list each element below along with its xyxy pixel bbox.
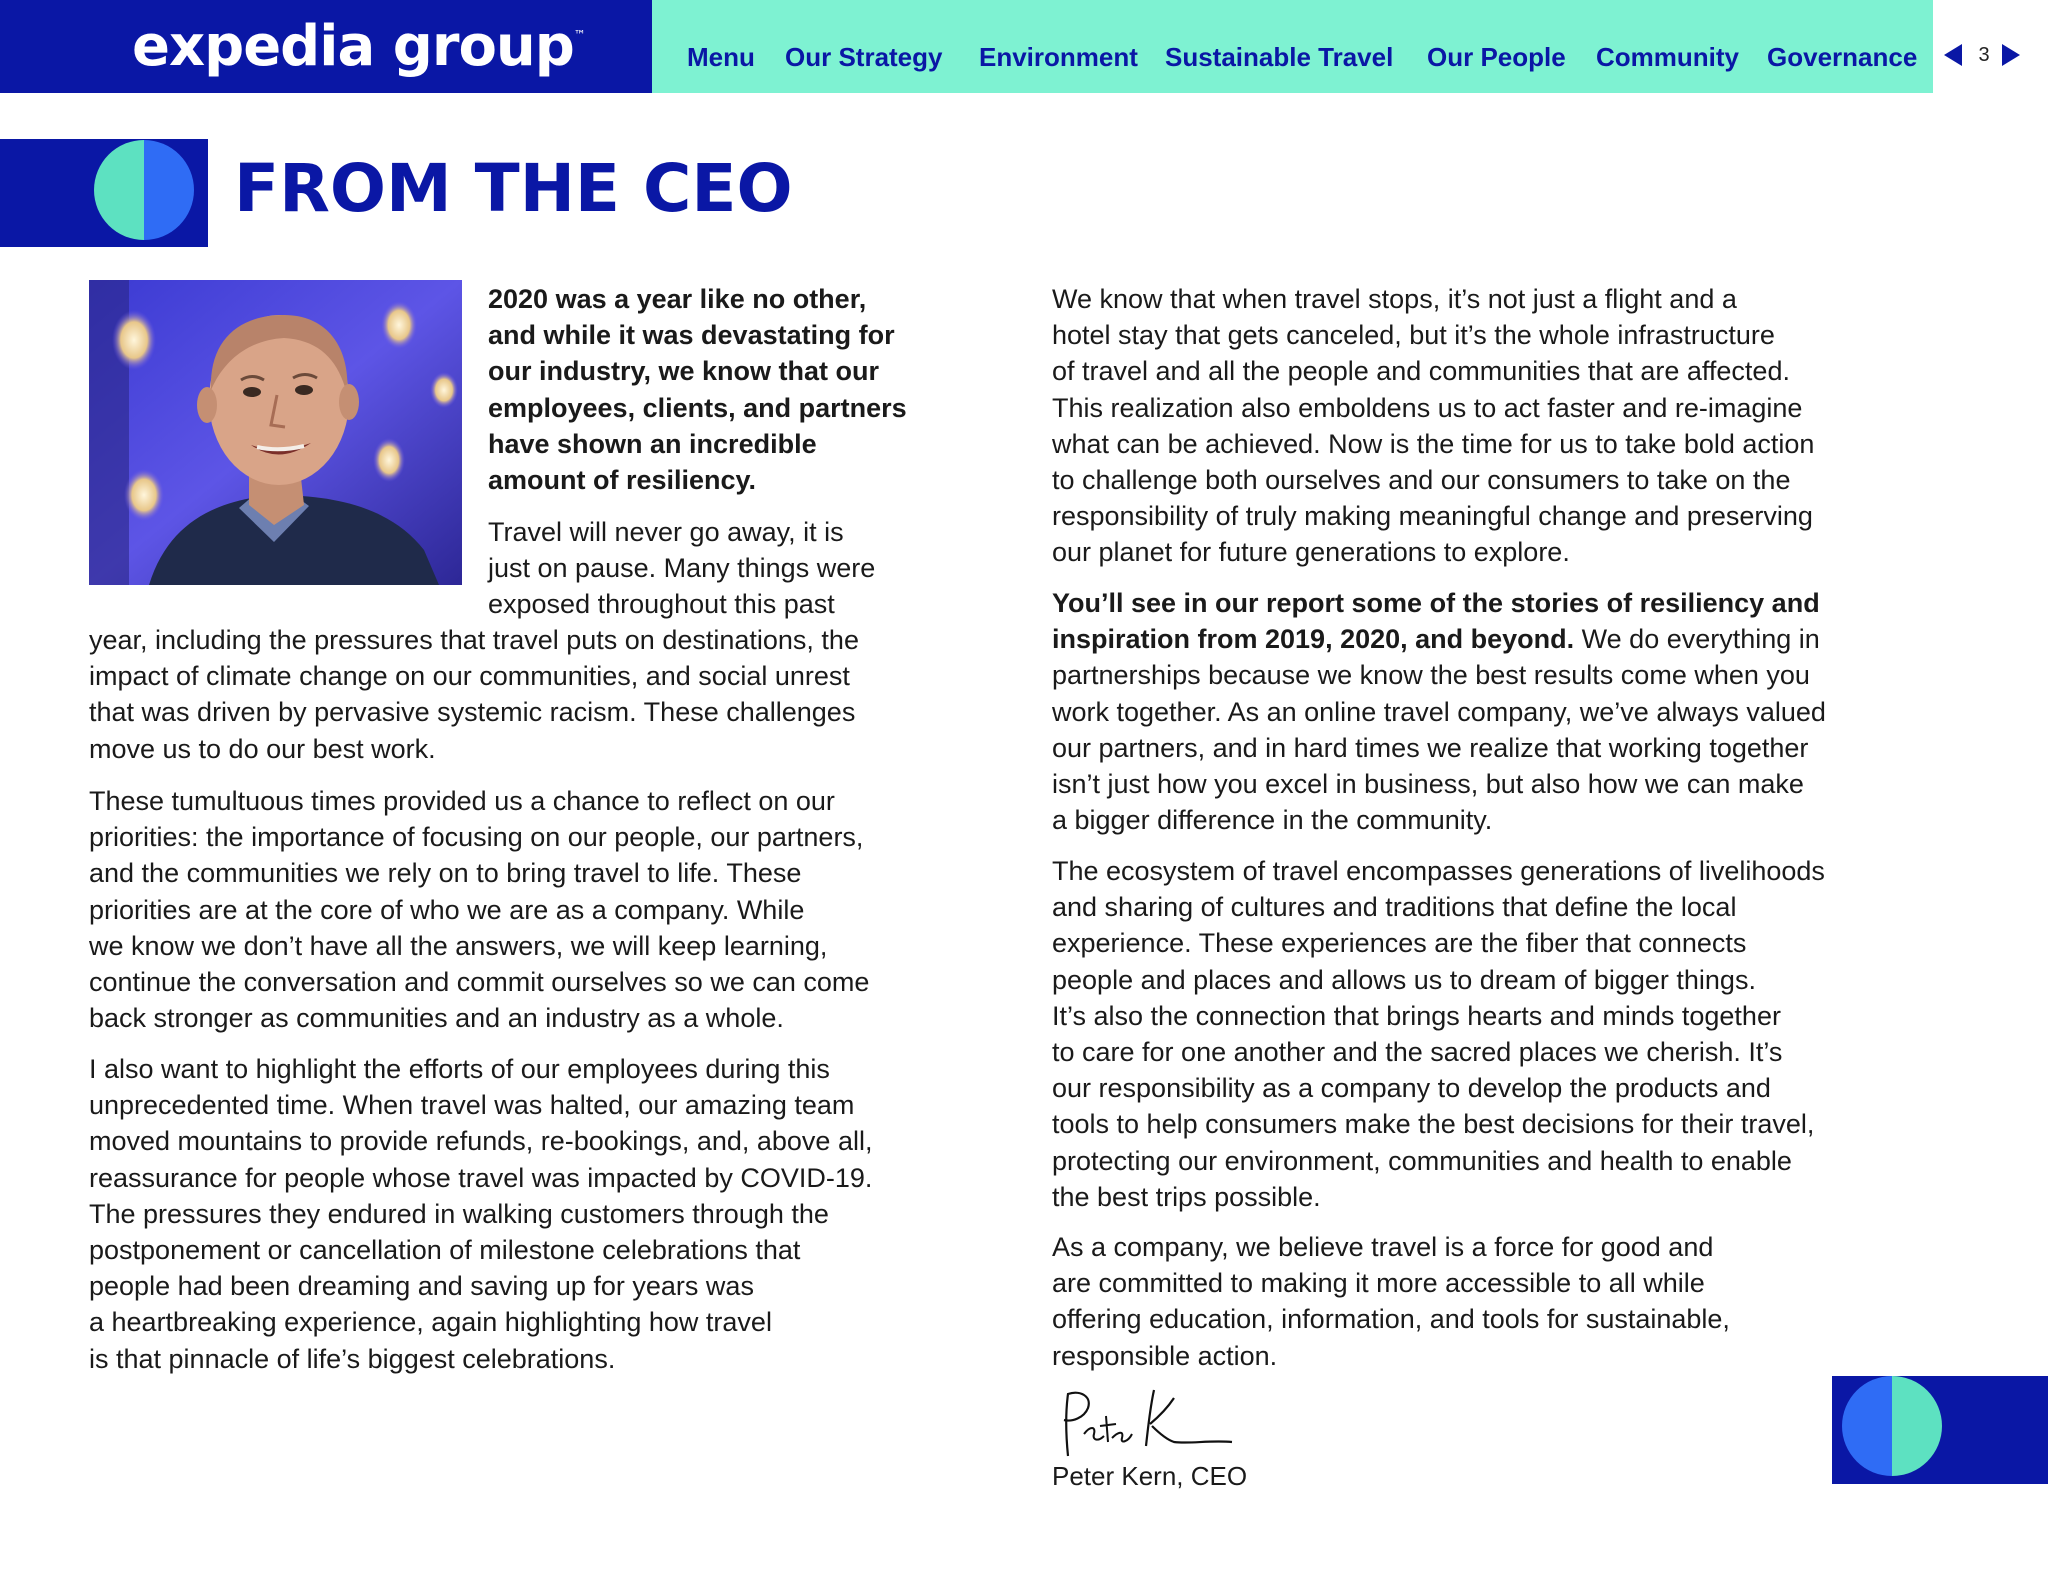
paragraph-left-3	[89, 1051, 872, 1377]
intro-bold-line: our industry, we know that our	[488, 356, 880, 387]
intro-bold-line: and while it was devastating for	[488, 320, 895, 351]
nav-our-strategy[interactable]: Our Strategy	[785, 42, 943, 72]
text-line: offering education, information, and tools for sustainable,	[1052, 1304, 1730, 1335]
page-navigator	[1940, 44, 2040, 74]
text-line: unprecedented time. When travel was halted, our amazing team	[89, 1090, 855, 1121]
paragraph-left-2	[89, 783, 869, 1036]
text-line: priorities: the importance of focusing on our people, our partners,	[89, 822, 864, 853]
triangle-left-icon[interactable]	[1944, 44, 1962, 66]
text-line: priorities are at the core of who we are as a company. While	[89, 894, 805, 925]
text-line: partnerships because we know the best results come when you	[1052, 660, 1810, 691]
half-circle-icon	[94, 140, 194, 240]
text-line: We know that when travel stops, it’s not just a flight and a	[1052, 284, 1737, 314]
paragraph-left-1a	[488, 514, 875, 623]
text-line: move us to do our best work.	[89, 733, 436, 764]
text-line: work together. As an online travel company, we’ve always valued	[1052, 696, 1826, 727]
text-line: our partners, and in hard times we realize that working together	[1052, 732, 1809, 763]
signature-name: Peter Kern, CEO	[1052, 1461, 1248, 1491]
text-line: postponement or cancellation of milestone celebrations that	[89, 1235, 801, 1266]
text-line: to care for one another and the sacred places we cherish. It’s	[1052, 1037, 1783, 1068]
intro-bold-line: 2020 was a year like no other,	[488, 284, 867, 314]
text-line: people and places and allows us to dream of bigger things.	[1052, 964, 1756, 995]
text-line: tools to help consumers make the best decisions for their travel,	[1052, 1109, 1815, 1140]
intro-bold-line: amount of resiliency.	[488, 465, 757, 496]
intro-bold-line: have shown an incredible	[488, 428, 817, 459]
page-title: FROM THE CEO	[234, 150, 793, 227]
logo-text: expedia group	[132, 14, 574, 79]
nav-environment[interactable]: Environment	[979, 42, 1138, 72]
paragraph-right-2	[1052, 585, 1826, 838]
text-line: a heartbreaking experience, again highlighting how travel	[89, 1307, 772, 1338]
text-line: our responsibility as a company to develop the products and	[1052, 1073, 1771, 1104]
ceo-photo	[89, 280, 462, 585]
triangle-right-icon[interactable]	[2002, 44, 2020, 66]
text-line: impact of climate change on our communities, and social unrest	[89, 661, 850, 692]
text-line: to challenge both ourselves and our consumers to take on the	[1052, 465, 1791, 496]
text-line: isn’t just how you excel in business, but also how we can make	[1052, 769, 1804, 800]
text-line: hotel stay that gets canceled, but it’s the whole infrastructure	[1052, 320, 1775, 351]
text-line: a bigger difference in the community.	[1052, 805, 1493, 836]
text-line: It’s also the connection that brings hearts and minds together	[1052, 1000, 1781, 1031]
text-line: responsibility of truly making meaningful change and preserving	[1052, 501, 1813, 532]
expedia-group-logo[interactable]	[132, 14, 585, 79]
text-line: Travel will never go away, it is	[488, 517, 844, 547]
text-line: experience. These experiences are the fiber that connects	[1052, 928, 1747, 959]
text-line: and the communities we rely on to bring travel to life. These	[89, 858, 802, 889]
text-line: back stronger as communities and an industry as a whole.	[89, 1003, 784, 1034]
text-line: responsible action.	[1052, 1340, 1278, 1371]
nav-menu[interactable]: Menu	[687, 42, 755, 72]
paragraph-right-3	[1052, 853, 1825, 1215]
text-line: our planet for future generations to explore.	[1052, 537, 1570, 568]
paragraph-right-4	[1052, 1229, 1730, 1374]
text-line: is that pinnacle of life’s biggest celebrations.	[89, 1343, 616, 1374]
highlight-line: You’ll see in our report some of the stories of resiliency and	[1052, 588, 1820, 618]
text-line: year, including the pressures that travel puts on destinations, the	[89, 625, 859, 655]
text-line: what can be achieved. Now is the time for us to take bold action	[1052, 428, 1815, 459]
text-line: and sharing of cultures and traditions that define the local	[1052, 892, 1737, 923]
logo-trademark: ™	[573, 28, 585, 42]
half-circle-icon	[1842, 1376, 1942, 1476]
page-number: 3	[1978, 44, 1990, 66]
text-line: just on pause. Many things were	[488, 553, 876, 584]
text-line: are committed to making it more accessible to all while	[1052, 1268, 1705, 1299]
nav-sustainable-travel[interactable]: Sustainable Travel	[1165, 42, 1394, 72]
text-line: The pressures they endured in walking customers through the	[89, 1198, 829, 1229]
text-line: people had been dreaming and saving up for years was	[89, 1271, 754, 1302]
text-line: exposed throughout this past	[488, 589, 835, 620]
text-line: I also want to highlight the efforts of our employees during this	[89, 1054, 830, 1084]
nav-governance[interactable]: Governance	[1767, 42, 1918, 72]
text-line: the best trips possible.	[1052, 1181, 1321, 1212]
handwritten-signature	[1050, 1386, 1235, 1461]
text-line: This realization also emboldens us to act faster and re-imagine	[1052, 392, 1803, 423]
text-line: that was driven by pervasive systemic racism. These challenges	[89, 697, 856, 728]
text-line: moved mountains to provide refunds, re-bookings, and, above all,	[89, 1126, 873, 1157]
text-line: reassurance for people whose travel was impacted by COVID-19.	[89, 1162, 873, 1193]
text-line: protecting our environment, communities and health to enable	[1052, 1145, 1792, 1176]
text-line: As a company, we believe travel is a force for good and	[1052, 1232, 1714, 1262]
nav-our-people[interactable]: Our People	[1427, 42, 1566, 72]
text-line: The ecosystem of travel encompasses generations of livelihoods	[1052, 856, 1825, 886]
nav-community[interactable]: Community	[1596, 42, 1739, 72]
paragraph-left-1b	[89, 622, 859, 767]
text-line: These tumultuous times provided us a chance to reflect on our	[89, 786, 835, 816]
text-line: continue the conversation and commit ourselves so we can come	[89, 967, 870, 998]
intro-bold-line: employees, clients, and partners	[488, 392, 907, 423]
highlight-line: inspiration from 2019, 2020, and beyond.	[1052, 624, 1575, 655]
text-line: of travel and all the people and communities that are affected.	[1052, 356, 1790, 387]
intro-bold	[488, 281, 907, 498]
text-line: we know we don’t have all the answers, we will keep learning,	[89, 930, 828, 961]
paragraph-right-1	[1052, 281, 1814, 571]
logo-bar	[0, 0, 652, 93]
text-fragment: We do everything in	[1574, 624, 1820, 655]
